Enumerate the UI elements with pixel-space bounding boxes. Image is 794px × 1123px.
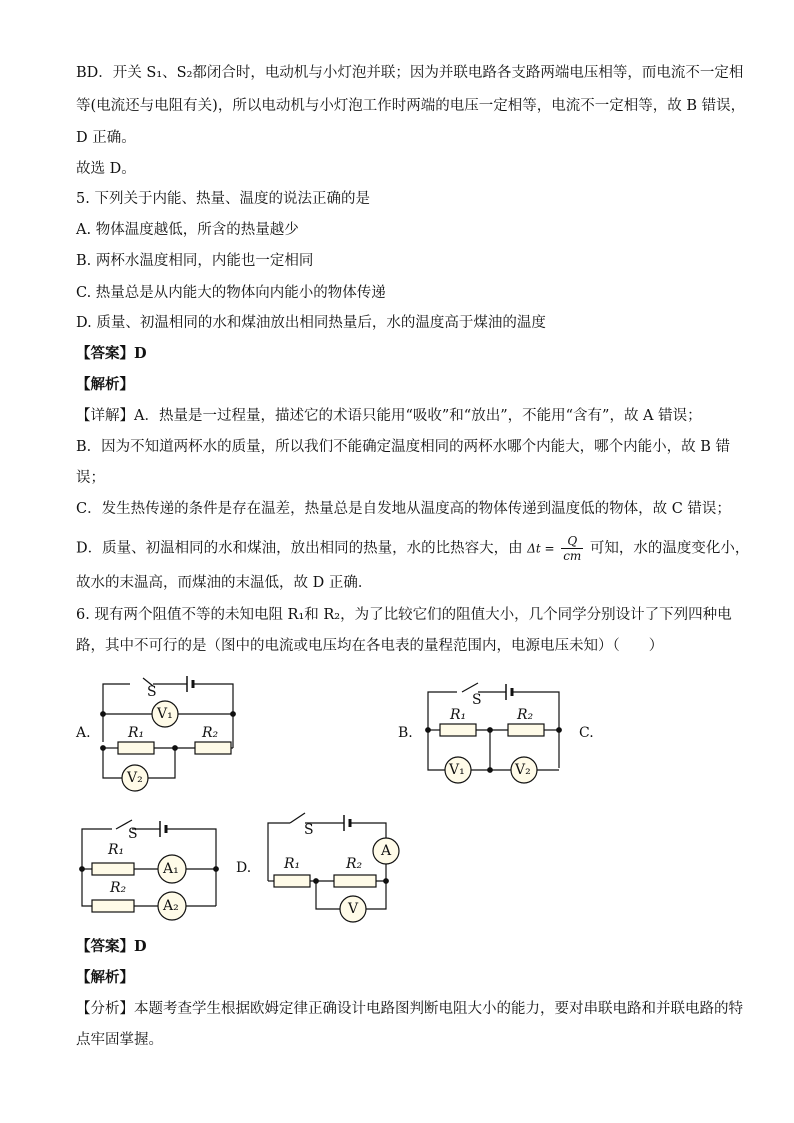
circuit-d-ammeter-label: A <box>381 843 392 859</box>
detail-d-text-b: 可知，水的温度变化小， <box>589 540 750 557</box>
question-6-line-2: 路，其中不可行的是（图中的电流或电压均在各电表的量程范围内，电源电压未知）（ ） <box>76 638 664 654</box>
option-5d: D. 质量、初温相同的水和煤油放出相同热量后，水的温度高于煤油的温度 <box>76 315 546 331</box>
circuit-b-switch-label: S <box>472 692 482 708</box>
circuit-d-voltmeter-label: V <box>348 901 359 917</box>
circuit-a <box>95 672 245 792</box>
line-bd-1: BD．开关 S₁、S₂都闭合时，电动机与小灯泡并联；因为并联电路各支路两端电压相等，而电流不一定相 <box>76 65 744 81</box>
option-5a: A. 物体温度越低，所含的热量越少 <box>76 222 299 238</box>
circuit-a-r2-label: R₂ <box>202 725 219 741</box>
option-a-label: A. <box>76 725 91 741</box>
analysis-6-line-1: 【分析】本题考查学生根据欧姆定律正确设计电路图判断电阻大小的能力，要对串联电路和并联电路的特 <box>76 1001 743 1017</box>
circuit-a-meter-2-label: V₂ <box>127 770 143 786</box>
circuit-c-meter-1-label: A₁ <box>163 861 179 877</box>
question-5: 5. 下列关于内能、热量、温度的说法正确的是 <box>76 191 370 207</box>
analysis-6-line-2: 点牢固掌握。 <box>76 1032 163 1048</box>
detail-c: C．发生热传递的条件是存在温差，热量总是自发地从温度高的物体传递到温度低的物体，故 C 错误； <box>76 501 731 517</box>
detail-b-1: B．因为不知道两杯水的质量，所以我们不能确定温度相同的两杯水哪个内能大，哪个内能小，故 B 错 <box>76 439 731 455</box>
option-5c: C. 热量总是从内能大的物体向内能小的物体传递 <box>76 285 386 301</box>
circuit-d-r1-label: R₁ <box>284 856 301 872</box>
question-6-line-1: 6. 现有两个阻值不等的未知电阻 R₁和 R₂，为了比较它们的阻值大小，几个同学分别设计了下列四种电 <box>76 607 732 623</box>
circuit-a-meter-1-label: V₁ <box>157 706 173 722</box>
formula-fraction <box>561 534 583 563</box>
circuit-d-switch-label: S <box>304 822 314 838</box>
detail-d-1 <box>76 534 749 563</box>
answer-5: 【答案】D <box>76 345 147 362</box>
detail-a: 【详解】A．热量是一过程量，描述它的术语只能用“吸收”和“放出”，不能用“含有”，故 A 错误； <box>76 408 702 424</box>
circuit-a-r1-label: R₁ <box>128 725 145 741</box>
detail-d-text-a: D．质量、初温相同的水和煤油，放出相同的热量，水的比热容大，由 <box>76 540 523 557</box>
option-d-label: D. <box>236 860 252 876</box>
circuit-a-switch-label: S <box>147 684 157 700</box>
circuit-c-r1-label: R₁ <box>108 842 125 858</box>
detail-b-2: 误； <box>76 470 105 486</box>
circuit-d <box>258 808 408 928</box>
circuit-c-switch-label: S <box>128 826 138 842</box>
circuit-c-meter-2-label: A₂ <box>163 898 179 914</box>
analysis-5-heading: 【解析】 <box>76 376 134 393</box>
circuit-b <box>420 680 570 790</box>
circuit-c-r2-label: R₂ <box>110 880 127 896</box>
option-5b: B. 两杯水温度相同，内能也一定相同 <box>76 253 314 269</box>
line-bd-2: 等(电流还与电阻有关)，所以电动机与小灯泡工作时两端的电压一定相等，电流不一定相等，故 B 错误， <box>76 98 746 114</box>
formula-numerator: Q <box>561 534 583 549</box>
option-b-label: B. <box>398 725 413 741</box>
detail-d-2: 故水的末温高，而煤油的末温低，故 D 正确． <box>76 575 373 591</box>
line-choose-d: 故选 D。 <box>76 161 136 177</box>
analysis-6-heading: 【解析】 <box>76 969 134 986</box>
answer-6: 【答案】D <box>76 938 147 955</box>
formula-denominator: cm <box>563 549 582 563</box>
circuit-b-r2-label: R₂ <box>517 707 534 723</box>
formula-lhs: Δt = <box>527 541 555 556</box>
line-bd-3: D 正确。 <box>76 130 136 146</box>
circuit-b-r1-label: R₁ <box>450 707 467 723</box>
option-c-label: C. <box>579 725 594 741</box>
circuit-d-r2-label: R₂ <box>346 856 363 872</box>
circuit-b-meter-1-label: V₁ <box>449 762 465 778</box>
circuit-b-meter-2-label: V₂ <box>515 762 531 778</box>
circuit-c <box>72 812 232 924</box>
